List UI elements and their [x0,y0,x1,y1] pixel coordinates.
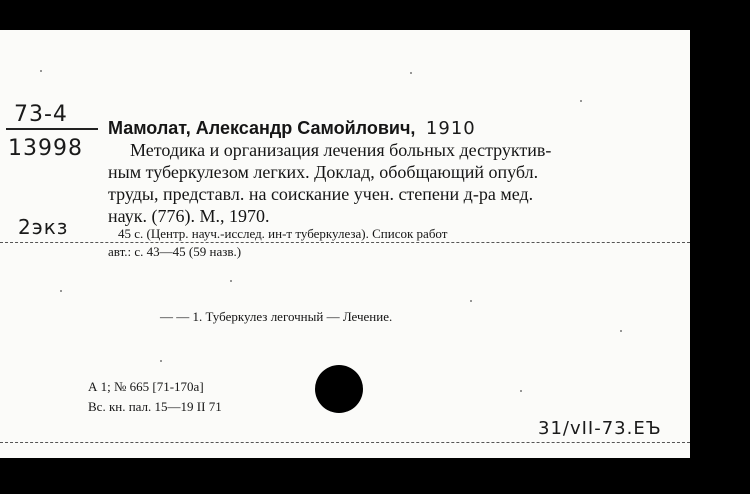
author-heading [108,117,476,140]
copies-count: 2экз [18,215,69,239]
speck [620,330,622,332]
title-line-2: ным туберкулезом легких. Доклад, обобщающий опубл. [108,162,539,182]
speck [580,100,582,102]
speck [40,70,42,72]
footer-line-2: Вс. кн. пал. 15—19 II 71 [88,399,222,414]
author-name: Мамолат, Александр Самойлович, [108,118,416,138]
footer-line-1: А 1; № 665 [71-170а] [88,379,204,394]
punch-hole [315,365,363,413]
subject-tracing: — — 1. Туберкулез легочный — Лечение. [160,309,393,324]
speck [230,280,232,282]
catalog-card [0,30,690,458]
speck [410,72,412,74]
call-number-line1: 73-4 [14,102,68,127]
speck [520,390,522,392]
birth-year: 1910 [425,118,476,139]
bottom-dashed-rule [0,442,690,443]
speck [60,290,62,292]
handwritten-date: 31/vII-73.ЕЪ [538,418,662,439]
speck [160,360,162,362]
collation-line-1: 45 с. (Центр. науч.-исслед. ин-т туберкулеза). Список работ [118,226,448,241]
title-line-4: наук. (776). М., 1970. [108,206,270,226]
title-line-3: труды, представл. на соискание учен. степени д-ра мед. [108,184,534,204]
speck [470,300,472,302]
title-line-1: Методика и организация лечения больных деструктив- [130,140,552,160]
call-number-line2: 13998 [8,136,83,161]
collation-line-2: авт.: с. 43—45 (59 назв.) [108,244,242,259]
dashed-rule [0,242,690,243]
call-number-underline [6,128,98,130]
